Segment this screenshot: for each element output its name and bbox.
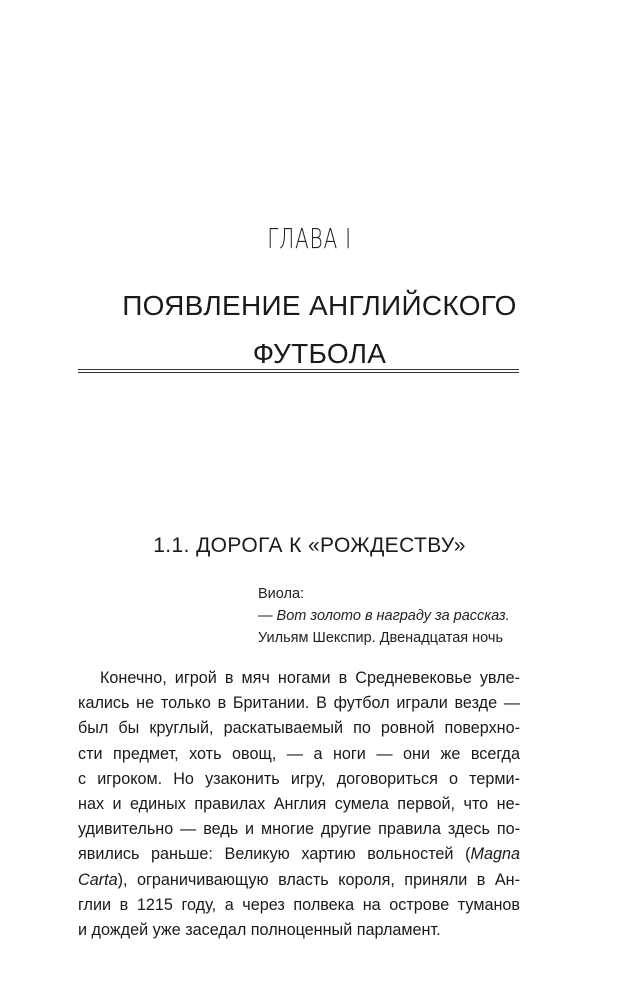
chapter-label: ГЛАВА I xyxy=(267,222,352,255)
chapter-title-line: ФУТБОЛА xyxy=(252,338,387,369)
epigraph xyxy=(258,583,558,649)
double-rule-divider xyxy=(78,369,519,373)
body-line xyxy=(78,842,520,867)
body-line: удивительно — ведь и многие другие правила здесь по- xyxy=(78,820,520,839)
body-paragraph xyxy=(78,666,520,943)
body-line xyxy=(78,868,520,893)
section-title: 1.1. ДОРОГА К «РОЖДЕСТВУ» xyxy=(153,534,466,557)
body-line: сти предмет, хоть овощ, — а ноги — они же всегда xyxy=(78,744,520,763)
body-text-fragment: явились раньше: Великую хартию вольностей ( xyxy=(78,845,471,864)
epigraph-quote: — Вот золото в награду за рассказ. xyxy=(258,608,510,624)
italic-term: Carta xyxy=(78,870,118,889)
body-text-fragment: ), ограничивающую власть короля, приняли в Ан- xyxy=(117,870,520,889)
body-line: кались не только в Британии. В футбол играли везде — xyxy=(78,694,520,713)
chapter-title-line: ПОЯВЛЕНИЕ АНГЛИЙСКОГО xyxy=(122,290,517,321)
epigraph-speaker: Виола: xyxy=(258,586,305,602)
chapter-title xyxy=(60,282,579,378)
body-line: и дождей уже заседал полноценный парламент. xyxy=(78,921,441,940)
italic-term: Magna xyxy=(470,845,520,864)
body-line: нах и единых правилах Англия сумела первой, что не- xyxy=(78,795,520,814)
epigraph-source: Уильям Шекспир. Двенадцатая ночь xyxy=(258,630,503,646)
body-line: с игроком. Но узаконить игру, договориться о терми- xyxy=(78,769,520,788)
body-line: был бы круглый, раскатываемый по ровной поверхно- xyxy=(78,719,520,738)
body-line: глии в 1215 году, а через полвека на острове туманов xyxy=(78,895,520,914)
body-line: Конечно, игрой в мяч ногами в Средневековье увле- xyxy=(100,669,520,687)
